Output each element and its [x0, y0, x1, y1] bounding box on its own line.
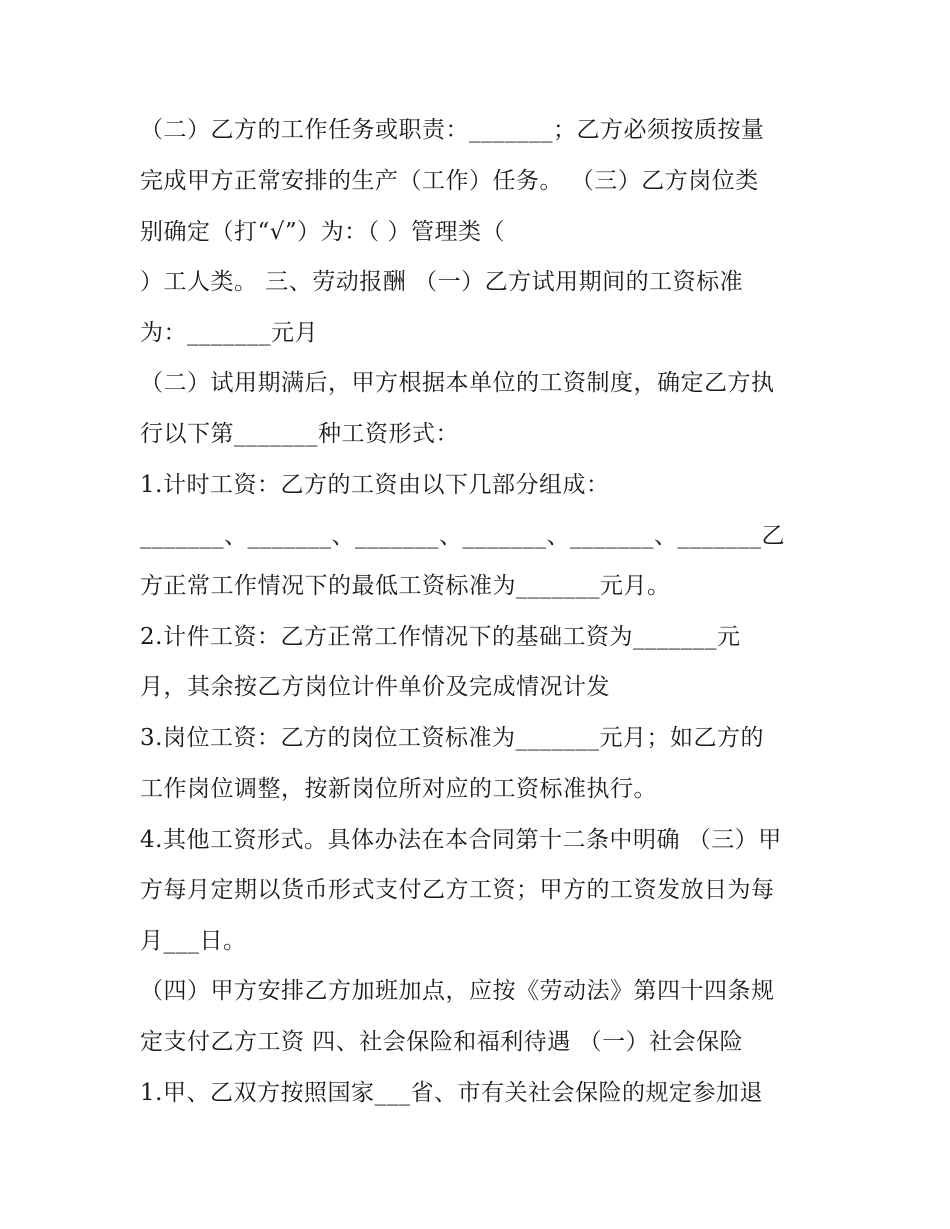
text-line: 月___日。	[140, 928, 247, 954]
text-line: ）工人类。 三、劳动报酬 （一）乙方试用期间的工资标准	[140, 269, 744, 295]
text-line: （二）试用期满后，甲方根据本单位的工资制度，确定乙方执	[140, 370, 775, 396]
text-line: 4.其他工资形式。具体办法在本合同第十二条中明确 （三）甲	[140, 827, 782, 853]
text-line: （二）乙方的工作任务或职责：_______；乙方必须按质按量	[140, 117, 765, 143]
text-line: 1.计时工资：乙方的工资由以下几部分组成：	[140, 472, 610, 498]
text-line: 2.计件工资：乙方正常工作情况下的基础工资为_______元	[140, 624, 741, 650]
text-line: 方正常工作情况下的最低工资标准为_______元月。	[140, 573, 671, 599]
text-line: 别确定（打“√”）为：（ ）管理类（	[140, 219, 505, 245]
text-line: 定支付乙方工资 四、社会保险和福利待遇 （一）社会保险	[140, 1029, 744, 1055]
text-line: 方每月定期以货币形式支付乙方工资；甲方的工资发放日为每	[140, 877, 775, 903]
text-line: 行以下第_______种工资形式：	[140, 421, 459, 447]
text-line: 1.甲、乙双方按照国家___省、市有关社会保险的规定参加退	[140, 1080, 763, 1106]
text-line: 为：_______元月	[140, 320, 318, 346]
text-line: 完成甲方正常安排的生产（工作）任务。 （三）乙方岗位类	[140, 168, 759, 194]
text-line: 工作岗位调整，按新岗位所对应的工资标准执行。	[140, 776, 657, 802]
text-line: 3.岗位工资：乙方的岗位工资标准为_______元月；如乙方的	[140, 725, 764, 751]
text-line: （四）甲方安排乙方加班加点，应按《劳动法》第四十四条规	[140, 978, 775, 1004]
text-line: 月，其余按乙方岗位计件单价及完成情况计发	[140, 674, 610, 700]
text-line: _______、_______、_______、_______、_______、_______乙	[140, 523, 785, 549]
